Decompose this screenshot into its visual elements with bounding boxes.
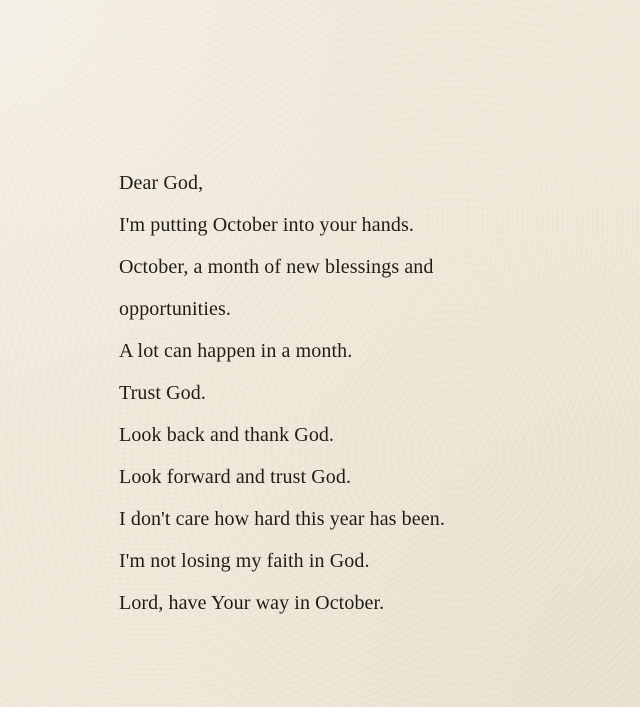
letter-line: I'm not losing my faith in God. bbox=[119, 550, 370, 572]
letter-closing: Lord, have Your way in October. bbox=[119, 592, 385, 614]
letter-line: Look back and thank God. bbox=[119, 424, 335, 446]
letter-line: A lot can happen in a month. bbox=[119, 340, 353, 362]
letter-text bbox=[119, 167, 619, 629]
letter-line: I don't care how hard this year has been. bbox=[119, 508, 445, 530]
letter-line: I'm putting October into your hands. bbox=[119, 214, 414, 236]
letter-line: Look forward and trust God. bbox=[119, 466, 352, 488]
letter-line: October, a month of new blessings and bbox=[119, 256, 434, 278]
letter-line: Trust God. bbox=[119, 382, 206, 404]
letter-greeting: Dear God, bbox=[119, 172, 204, 194]
letter-line: opportunities. bbox=[119, 298, 231, 320]
